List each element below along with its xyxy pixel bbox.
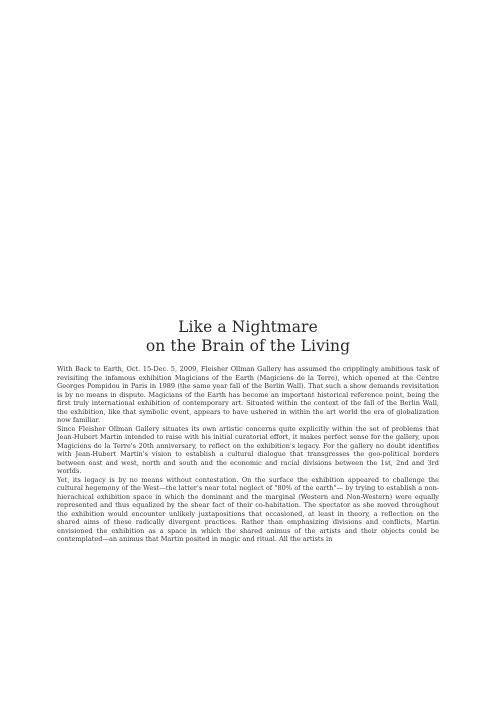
article [57,318,439,544]
article-title-line-2: on the Brain of the Living [145,337,351,355]
paragraph-3: Yet, its legacy is by no means without contestation. On the surface the exhibition appeared to challenge the cultural hegemony of the West—the latter's near total neglect of "80% of the earth"— by trying to establish a non-hierachical exhibition space in which the dominant and the marginal (Western and Non-Western) were equally represented and thus equalized by the shear fact of their co-habitation. The spectator as she moved throughout the exhibition would encounter unlikely juxtapositions that occasioned, at least in theory, a reflection on the shared aims of these radically divergent practices. Rather than emphasizing divisions and conflicts, Martin envisioned the exhibition as a space in which the shared animus of the artists and their objects could be contemplated—an animus that Martin posited in magic and ritual. All the artists in [57,475,439,543]
article-title-line-1: Like a Nightmare [178,318,318,336]
article-body [57,365,439,544]
article-title [57,318,439,356]
paragraph-2: Since Fleisher Ollman Gallery situates its own artistic concerns quite explicitly within the set of problems that Jean-Hubert Martin intended to raise with his initial curatorial effort, it makes perfect sense for the gallery, upon Magiciens de la Terre's 20th anniversary, to reflect on the exhibition's legacy. For the gallery no doubt identifies with Jean-Hubert Martin's vision to establish a cultural dialogue that transgresses the geo-political borders between east and west, north and south and the economic and racial divisions between the 1st, 2nd and 3rd worlds. [57,424,439,475]
paragraph-1: With Back to Earth, Oct. 15-Dec. 5, 2009, Fleisher Ollman Gallery has assumed the cripplingly ambitious task of revisiting the infamous exhibition Magicians of the Earth (Magiciens de la Terre), which opened at the Centre Georges Pompidou in Paris in 1989 (the same year fall of the Berlin Wall). That such a show demands revisitation is by no means in dispute. Magicians of the Earth has become an important historical reference point, being the first truly international exhibition of contemporary art. Situated within the context of the fall of the Berlin Wall, the exhibition, like that symbolic event, appears to have ushered in within the art world the era of globalization now familiar. [57,365,439,424]
